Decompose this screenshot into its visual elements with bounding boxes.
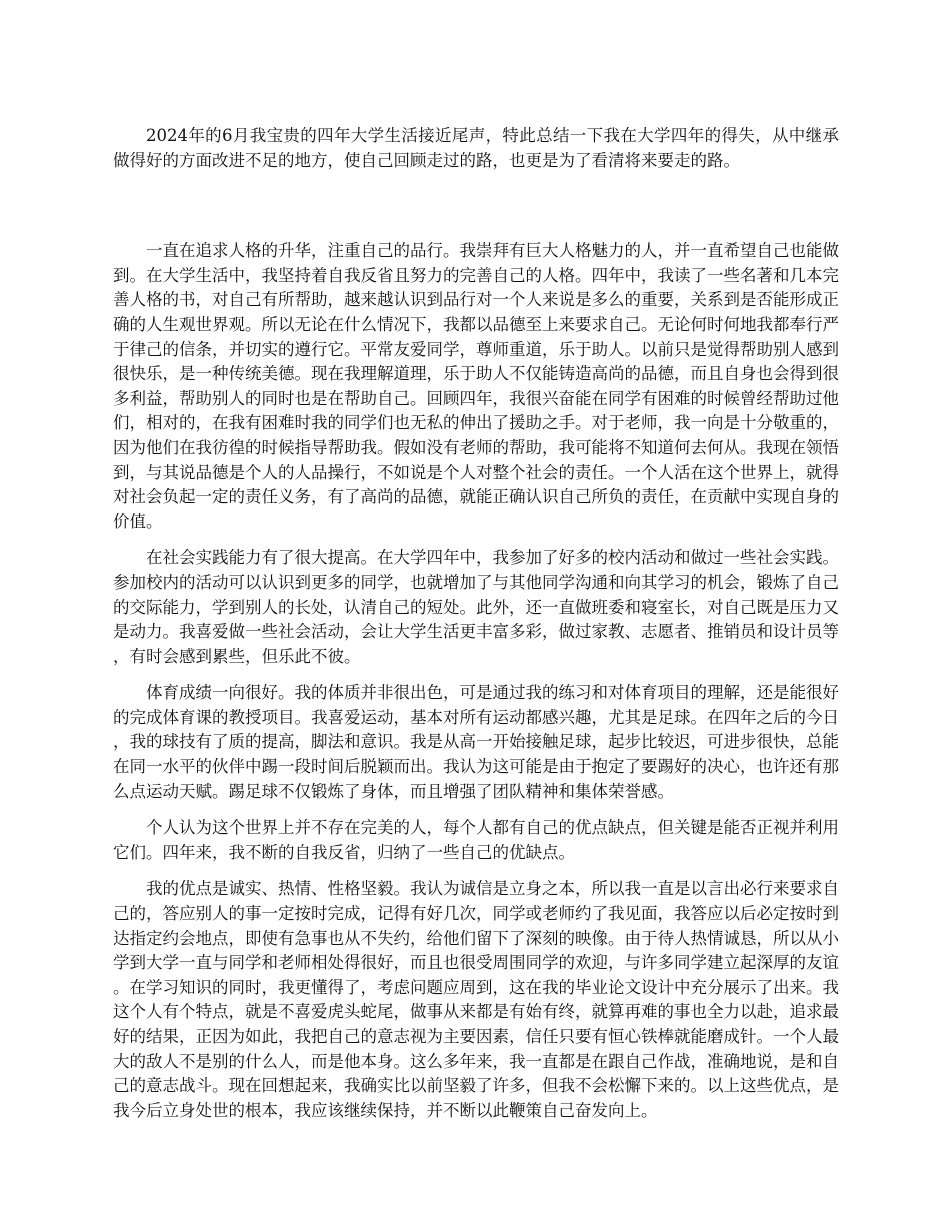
strengths-paragraph: 我的优点是诚实、热情、性格坚毅。我认为诚信是立身之本，所以我一直是以言出必行来要求自己的，答应别人的事一定按时完成，记得有好几次，同学或老师约了我见面，我答应以后必定按时到达指定约会地点，即使有急事也从不失约，给他们留下了深刻的映像。由于待人热情诚恳，所以从小学到大学一直与同学和老师相处得很好，而且也很受周围同学的欢迎，与许多同学建立起深厚的友谊。在学习知识的同时，我更懂得了，考虑问题应周到，这在我的毕业论文设计中充分展示了出来。我这个人有个特点，就是不喜爱虎头蛇尾，做事从来都是有始有终，就算再难的事也全力以赴，追求最好的结果，正因为如此，我把自己的意志视为主要因素，信任只要有恒心铁棒就能磨成针。一个人最大的敌人不是别的什么人，而是他本身。这么多年来，我一直都是在跟自己作战，准确地说，是和自己的意志战斗。现在回想起来，我确实比以前坚毅了许多，但我不会松懈下来的。以上这些优点，是我今后立身处世的根本，我应该继续保持，并不断以此鞭策自己奋发向上。 xyxy=(113,879,839,1120)
social-practice-paragraph: 在社会实践能力有了很大提高。在大学四年中，我参加了好多的校内活动和做过一些社会实践。参加校内的活动可以认识到更多的同学，也就增加了与其他同学沟通和向其学习的机会，锻炼了自己的交际能力，学到别人的长处，认清自己的短处。此外，还一直做班委和寝室长，对自己既是压力又是动力。我喜爱做一些社会活动，会让大学生活更丰富多彩，做过家教、志愿者、推销员和设计员等，有时会感到累些，但乐此不彼。 xyxy=(113,548,839,666)
intro-paragraph: 2024年的6月我宝贵的四年大学生活接近尾声，特此总结一下我在大学四年的得失，从中继承做得好的方面改进不足的地方，使自己回顾走过的路，也更是为了看清将来要走的路。 xyxy=(113,126,839,170)
sports-paragraph: 体育成绩一向很好。我的体质并非很出色，可是通过我的练习和对体育项目的理解，还是能很好的完成体育课的教授项目。我喜爱运动，基本对所有运动都感兴趣，尤其是足球。在四年之后的今日，我的球技有了质的提高，脚法和意识。我是从高一开始接触足球，起步比较迟，可进步很快，总能在同一水平的伙伴中踢一段时间后脱颖而出。我认为这可能是由于抱定了要踢好的决心，也许还有那么点运动天赋。踢足球不仅锻炼了身体，而且增强了团队精神和集体荣誉感。 xyxy=(113,683,839,801)
character-paragraph: 一直在追求人格的升华，注重自己的品行。我崇拜有巨大人格魅力的人，并一直希望自己也能做到。在大学生活中，我坚持着自我反省且努力的完善自己的人格。四年中，我读了一些名著和几本完善人格的书，对自己有所帮助，越来越认识到品行对一个人来说是多么的重要，关系到是否能形成正确的人生观世界观。所以无论在什么情况下，我都以品德至上来要求自己。无论何时何地我都奉行严于律己的信条，并切实的遵行它。平常友爱同学，尊师重道，乐于助人。以前只是觉得帮助别人感到很快乐，是一种传统美德。现在我理解道理，乐于助人不仅能铸造高尚的品德，而且自身也会得到很多利益，帮助别人的同时也是在帮助自己。回顾四年，我很兴奋能在同学有困难的时候曾经帮助过他们，相对的，在我有困难时我的同学们也无私的伸出了援助之手。对于老师，我一向是十分敬重的，因为他们在我彷徨的时候指导帮助我。假如没有老师的帮助，我可能将不知道何去何从。我现在领悟到，与其说品德是个人的人品操行，不如说是个人对整个社会的责任。一个人活在这个世界上，就得对社会负起一定的责任义务，有了高尚的品德，就能正确认识自己所负的责任，在贡献中实现自身的价值。 xyxy=(113,241,839,531)
document-body xyxy=(113,124,839,1123)
self-reflection-paragraph: 个人认为这个世界上并不存在完美的人，每个人都有自己的优点缺点，但关键是能否正视并利用它们。四年来，我不断的自我反省，归纳了一些自己的优缺点。 xyxy=(113,818,839,862)
